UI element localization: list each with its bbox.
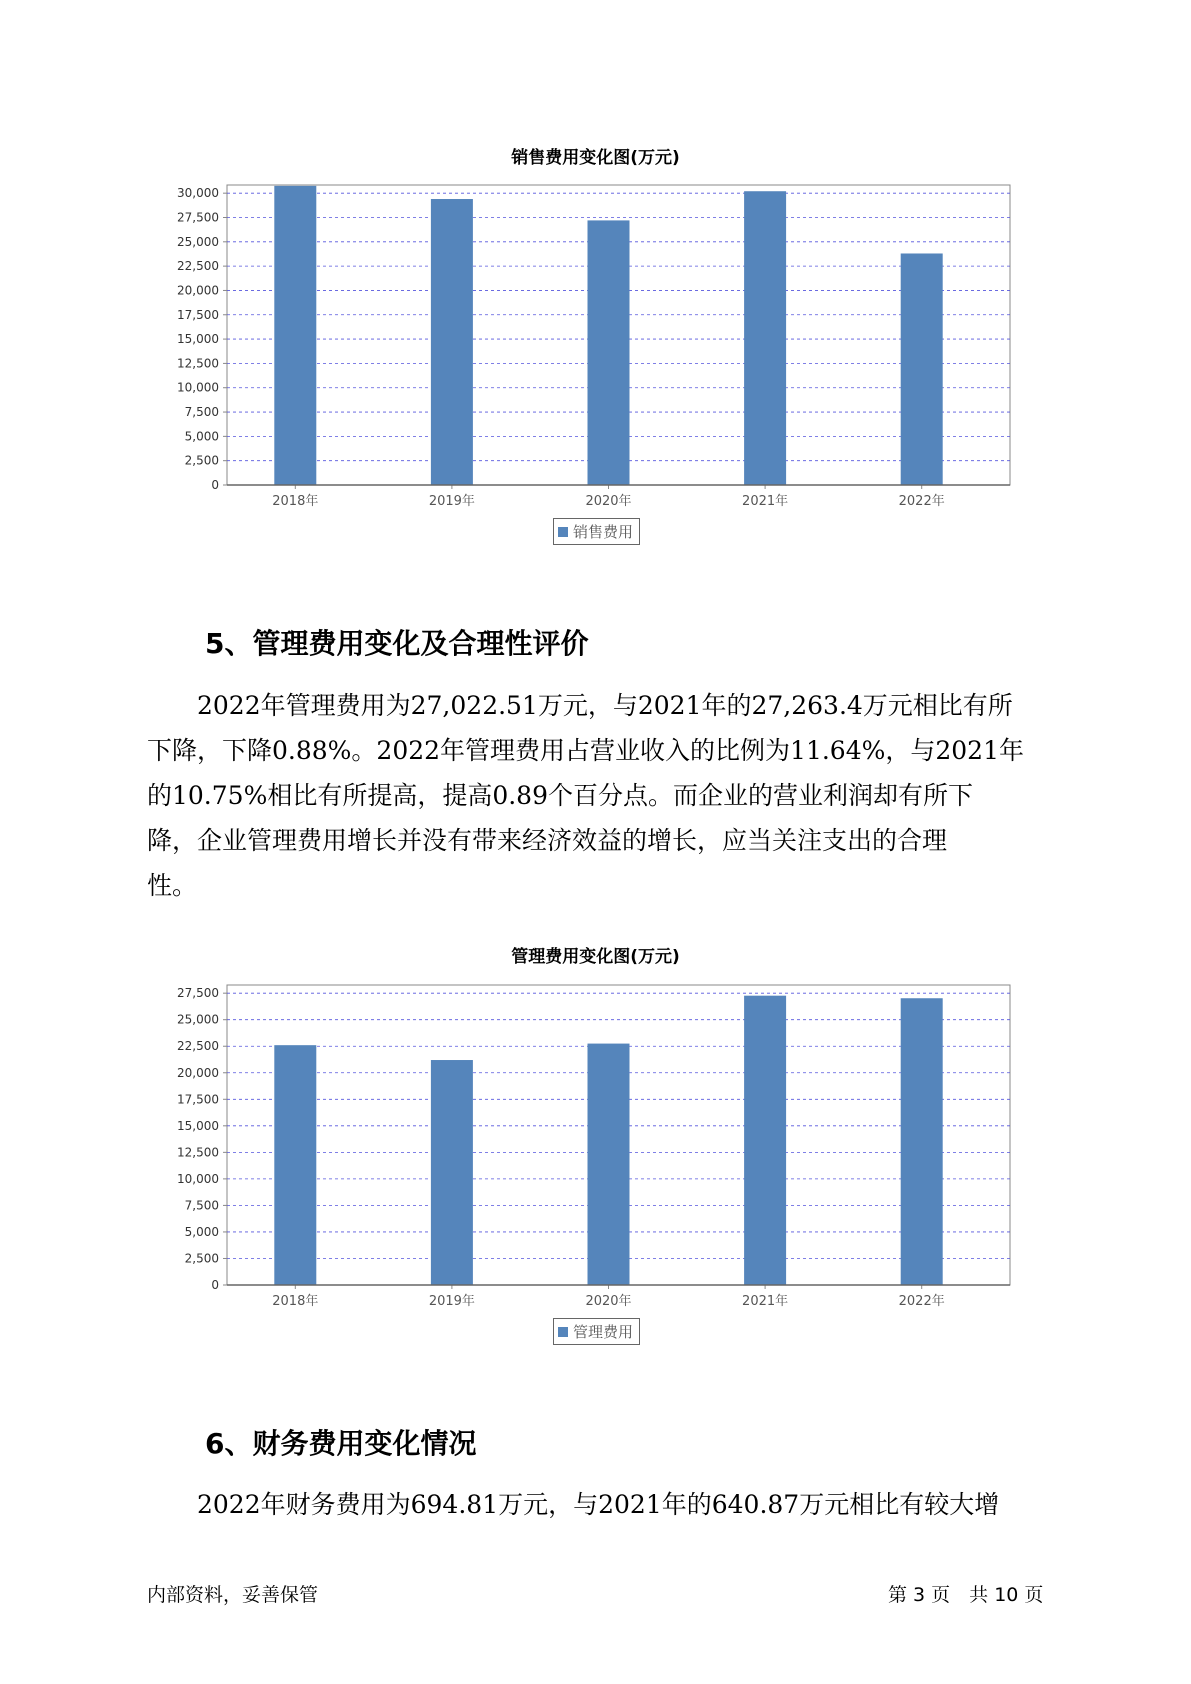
admin-expense-chart-svg: [150, 975, 1020, 1310]
paragraph-line: 性。: [147, 871, 198, 900]
chart2-y-tick-label: 20,000: [177, 1065, 219, 1080]
chart1-x-tick-label: 2019年: [428, 494, 475, 509]
chart2-y-tick-label: 0: [211, 1278, 219, 1292]
footer-confidential-note: 内部资料，妥善保管: [147, 1584, 319, 1606]
admin-expense-chart: [150, 975, 1020, 1310]
chart1-title: 销售费用变化图(万元): [511, 148, 680, 168]
paragraph-line: 下降，下降0.88%。2022年管理费用占营业收入的比例为11.64%，与2021年: [147, 736, 1024, 765]
chart1-y-tick-label: 0: [211, 478, 219, 492]
legend-label: 销售费用: [573, 523, 634, 541]
chart1-y-tick-label: 25,000: [177, 234, 219, 249]
chart2-y-tick-label: 27,500: [177, 986, 219, 1001]
chart2-title: 管理费用变化图(万元): [511, 947, 680, 967]
chart1-bar: [588, 220, 630, 485]
chart2-x-tick-label: 2021年: [742, 1294, 789, 1309]
chart2-y-tick-label: 25,000: [177, 1012, 219, 1027]
chart1-bar: [744, 191, 786, 485]
footer-page-number: 第 3 页 共 10 页: [888, 1584, 1044, 1606]
chart2-y-tick-label: 7,500: [184, 1198, 219, 1213]
chart1-y-tick-label: 17,500: [177, 307, 219, 322]
chart1-y-tick-label: 12,500: [177, 356, 219, 371]
chart1-bar: [274, 186, 316, 485]
chart2-legend: [553, 1318, 640, 1345]
chart1-y-tick-label: 2,500: [184, 453, 219, 468]
chart2-bar: [901, 998, 943, 1285]
chart2-y-tick-label: 22,500: [177, 1039, 219, 1054]
chart2-y-tick-label: 10,000: [177, 1171, 219, 1186]
chart2-y-tick-label: 17,500: [177, 1092, 219, 1107]
chart1-x-tick-label: 2021年: [742, 494, 789, 509]
chart2-y-tick-label: 5,000: [184, 1224, 219, 1239]
section6-paragraph: [147, 1482, 1047, 1527]
chart1-x-tick-label: 2020年: [585, 494, 632, 509]
chart1-y-tick-label: 15,000: [177, 332, 219, 347]
chart1-y-tick-label: 10,000: [177, 380, 219, 395]
chart1-x-tick-label: 2018年: [272, 494, 319, 509]
chart1-y-tick-label: 5,000: [184, 429, 219, 444]
chart1-x-tick-label: 2022年: [898, 494, 945, 509]
chart2-x-tick-label: 2018年: [272, 1294, 319, 1309]
legend-label: 管理费用: [573, 1323, 634, 1341]
chart2-y-tick-label: 2,500: [184, 1251, 219, 1266]
chart2-bar: [274, 1045, 316, 1285]
chart1-y-tick-label: 27,500: [177, 210, 219, 225]
chart1-bar: [431, 199, 473, 485]
chart1-legend: [553, 518, 640, 545]
legend-swatch: [558, 1327, 568, 1337]
chart2-x-tick-label: 2022年: [898, 1294, 945, 1309]
paragraph-line: 2022年财务费用为694.81万元，与2021年的640.87万元相比有较大增: [147, 1490, 1000, 1519]
section5-paragraph: [147, 683, 1047, 908]
chart2-y-tick-label: 12,500: [177, 1145, 219, 1160]
chart1-bar: [901, 253, 943, 485]
sales-expense-chart-svg: [150, 175, 1020, 510]
sales-expense-chart: [150, 175, 1020, 510]
chart2-y-tick-label: 15,000: [177, 1118, 219, 1133]
paragraph-line: 的10.75%相比有所提高，提高0.89个百分点。而企业的营业利润却有所下: [147, 781, 973, 810]
paragraph-line: 降，企业管理费用增长并没有带来经济效益的增长，应当关注支出的合理: [147, 826, 948, 855]
paragraph-line: 2022年管理费用为27,022.51万元，与2021年的27,263.4万元相比有所: [147, 691, 1013, 720]
chart2-bar: [744, 996, 786, 1285]
chart1-y-tick-label: 7,500: [184, 405, 219, 420]
section5-heading: 5、管理费用变化及合理性评价: [205, 627, 589, 660]
chart2-x-tick-label: 2020年: [585, 1294, 632, 1309]
chart2-bar: [588, 1044, 630, 1285]
legend-swatch: [558, 527, 568, 537]
chart1-y-tick-label: 22,500: [177, 259, 219, 274]
chart1-y-tick-label: 20,000: [177, 283, 219, 298]
chart2-bar: [431, 1060, 473, 1285]
chart1-y-tick-label: 30,000: [177, 186, 219, 201]
section6-heading: 6、财务费用变化情况: [205, 1427, 477, 1460]
chart2-x-tick-label: 2019年: [428, 1294, 475, 1309]
